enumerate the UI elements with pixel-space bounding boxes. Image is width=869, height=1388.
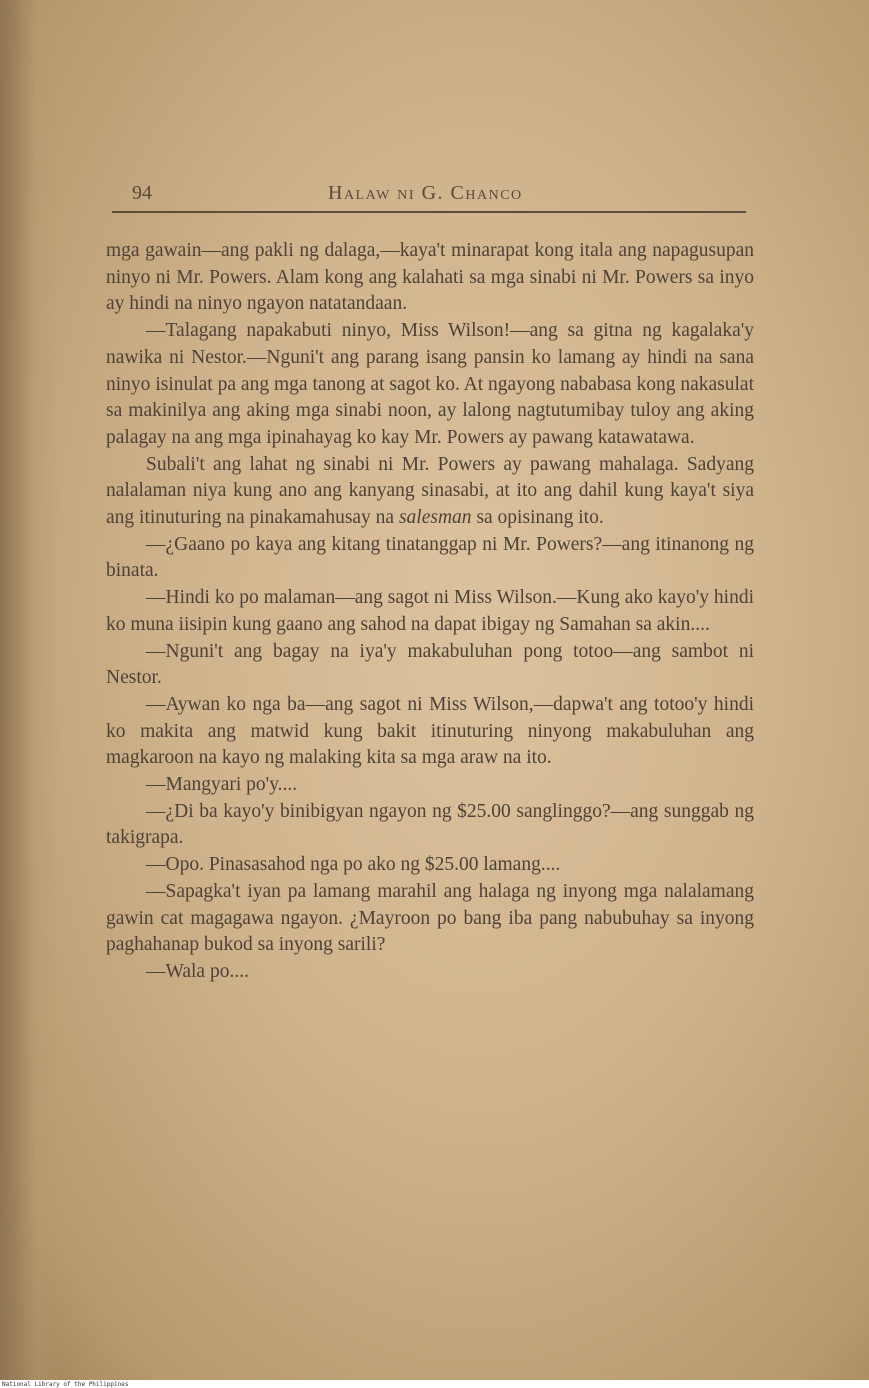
italic-word: salesman: [398, 507, 472, 529]
paragraph-10: —Opo. Pinasasahod nga po ako ng $25.00 lamang....: [146, 854, 561, 876]
paragraph-1: mga gawain—ang pakli ng dalaga,—kaya't minarapat kong itala ang napagusupan ninyo ni Mr. Powers. Alam kong ang kalahati sa mga sinabi ni Mr. Powers sa inyo ay hindi na ninyo ngayon natatandaan.: [106, 240, 754, 315]
paragraph-7: —Aywan ko nga ba—ang sagot ni Miss Wilson,—dapwa't ang totoo'y hindi ko makita ang matwid kung bakit itinuturing ninyong makabuluhan ang magkaroon na kayo ng malaking kita sa mga araw na ito.: [106, 693, 754, 769]
paragraph-12: —Wala po....: [146, 960, 249, 982]
paragraph-4: —¿Gaano po kaya ang kitang tinatanggap ni Mr. Powers?—ang itinanong ng binata.: [106, 533, 754, 582]
paragraph-3-text: Subali't ang lahat ng sinabi ni Mr. Powers ay pawang mahalaga. Sadyang nalalaman niya kung ano ang kanyang sinasabi, at ito ang dahil kung kaya't siya ang itinuturing na pinakamahusay na: [106, 453, 754, 529]
paragraph-3: [106, 452, 754, 532]
header-rule: [112, 211, 746, 213]
library-credit: National Library of the Philippines: [2, 1381, 129, 1388]
paragraph-11: —Sapagka't iyan pa lamang marahil ang halaga ng inyong mga nalalamang gawin cat magagawa ngayon. ¿Mayroon po bang iba pang nabubuhay sa inyong paghahanap bukod sa inyong sarili?: [106, 880, 754, 956]
paragraph-5: —Hindi ko po malaman—ang sagot ni Miss Wilson.—Kung ako kayo'y hindi ko muna iisipin kung gaano ang sahod na dapat ibigay ng Samahan sa akin....: [106, 587, 754, 635]
paragraph-3-tail: sa opisinang ito.: [471, 507, 604, 529]
body-text: [106, 238, 754, 986]
running-title: Halaw ni G. Chanco: [328, 182, 523, 204]
running-head: [110, 182, 760, 214]
paragraph-8: —Mangyari po'y....: [146, 774, 298, 796]
paragraph-6: —Nguni't ang bagay na iya'y makabuluhan pong totoo—ang sambot ni Nestor.: [106, 640, 754, 689]
paragraph-9: —¿Di ba kayo'y binibigyan ngayon ng $25.00 sanglinggo?—ang sunggab ng takigrapa.: [106, 800, 754, 849]
page-shadow-edge: [0, 0, 60, 1380]
paragraph-2: —Talagang napakabuti ninyo, Miss Wilson!—ang sa gitna ng kagalaka'y nawika ni Nestor.—Nguni't ang parang isang pansin ko lamang ay hindi na sana ninyo isinulat pa ang mga tanong at sagot ko. At ngayong nababasa kong nakasulat sa makinilya ang aking mga sinabi noon, ay lalong nagtutumibay tuloy ang aking palagay na ang mga ipinahayag ko kay Mr. Powers ay pawang katawatawa.: [106, 320, 754, 448]
page-number: 94: [132, 182, 152, 204]
